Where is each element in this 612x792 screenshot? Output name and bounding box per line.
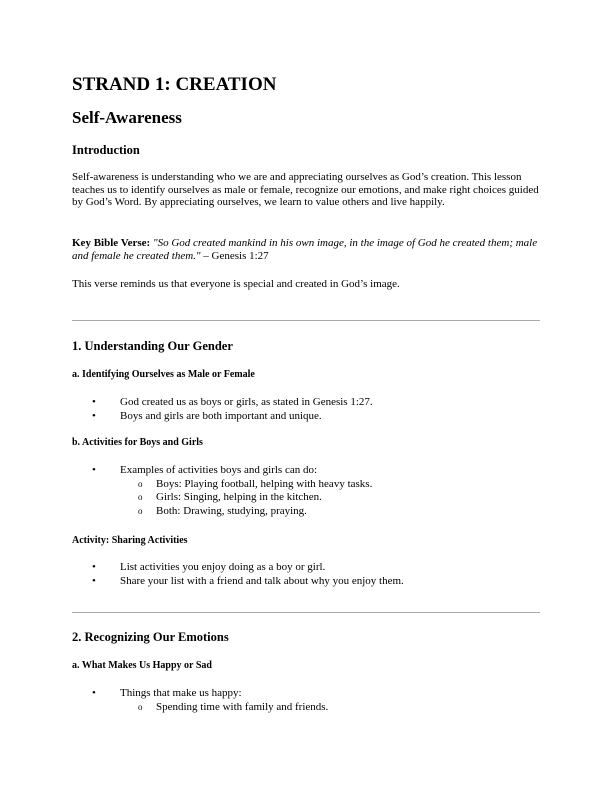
list-item: • Share your list with a friend and talk about why you enjoy them. <box>72 575 542 589</box>
divider <box>72 612 540 613</box>
sub-list-item: o Girls: Singing, helping in the kitchen. <box>72 491 542 505</box>
divider <box>72 320 540 321</box>
key-verse <box>72 237 542 262</box>
section1a-list <box>72 396 542 423</box>
verse-note: This verse reminds us that everyone is special and created in God’s image. <box>72 278 400 290</box>
list-item: • Things that make us happy: <box>72 687 542 701</box>
section2-heading: 2. Recognizing Our Emotions <box>72 630 229 644</box>
intro-paragraph: Self-awareness is understanding who we are and appreciating ourselves as God’s creation. This lesson teaches us to identify ourselves as male or female, recognize our emotions, and make right choices guided by God’s Word. By appreciating ourselves, we learn to value others and live happily. <box>72 171 539 209</box>
section1b-heading: b. Activities for Boys and Girls <box>72 437 203 448</box>
verse-ref: – Genesis 1:27 <box>200 249 269 262</box>
list-item: • God created us as boys or girls, as stated in Genesis 1:27. <box>72 396 542 410</box>
intro-heading: Introduction <box>72 143 140 157</box>
lesson-title: Self-Awareness <box>72 108 182 127</box>
section1b-list <box>72 464 542 518</box>
list-item: • Examples of activities boys and girls can do: <box>72 464 542 478</box>
section2a-heading: a. What Makes Us Happy or Sad <box>72 660 212 671</box>
sub-list-item: o Boys: Playing football, helping with heavy tasks. <box>72 478 542 492</box>
activity-heading: Activity: Sharing Activities <box>72 535 188 546</box>
list-item: • Boys and girls are both important and unique. <box>72 410 542 424</box>
page-title: STRAND 1: CREATION <box>72 74 277 95</box>
list-item: • List activities you enjoy doing as a boy or girl. <box>72 561 542 575</box>
verse-text: "So God created mankind in his own image, in the image of God he created them; male and female he created them." <box>72 237 538 262</box>
sub-list-item: o Both: Drawing, studying, praying. <box>72 505 542 519</box>
sub-list-item: o Spending time with family and friends. <box>72 701 542 715</box>
section1-heading: 1. Understanding Our Gender <box>72 339 233 353</box>
section1a-heading: a. Identifying Ourselves as Male or Female <box>72 369 255 380</box>
activity-list <box>72 561 542 588</box>
section2a-list <box>72 687 542 714</box>
verse-label: Key Bible Verse: <box>72 237 151 249</box>
